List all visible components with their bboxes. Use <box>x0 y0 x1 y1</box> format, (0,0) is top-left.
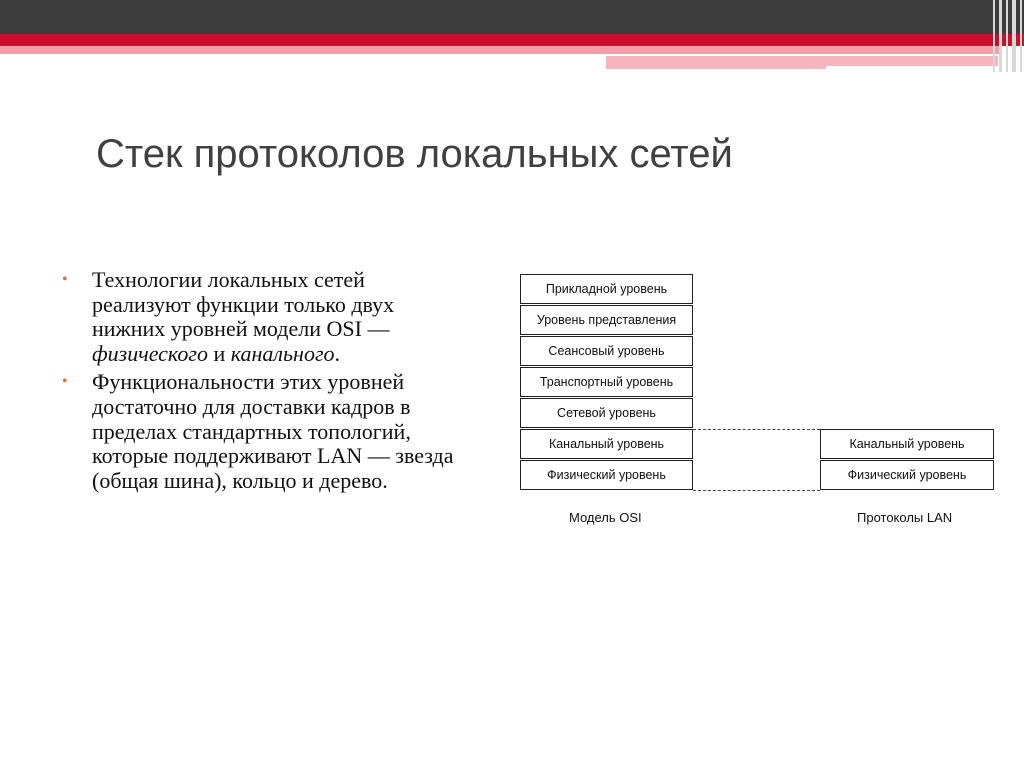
header-red-band <box>0 34 1024 46</box>
header-vertical-stripes <box>990 0 1024 72</box>
bullet-dot-icon: • <box>62 373 68 391</box>
bullet-text: Функциональности этих уровней достаточно для доставки кадров в пределах стандартных топологий, которые поддерживают LAN — звезда (общая шина), кольцо и дерево. <box>92 369 454 493</box>
lan-layer-box: Канальный уровень <box>820 429 994 459</box>
bullet-item <box>62 268 462 366</box>
bullet-text: и <box>207 340 231 366</box>
bullet-item <box>62 370 462 493</box>
header-dark-band <box>0 0 1024 34</box>
header-pink-band <box>0 46 1000 54</box>
slide-title: Стек протоколов локальных сетей <box>96 132 733 176</box>
dashed-connector <box>693 429 820 430</box>
bullet-text: . <box>334 340 341 366</box>
osi-layer-box: Транспортный уровень <box>520 367 693 397</box>
osi-layer-box: Канальный уровень <box>520 429 693 459</box>
osi-caption: Модель OSI <box>569 510 642 525</box>
osi-layer-box: Прикладной уровень <box>520 274 693 304</box>
osi-layer-box: Сетевой уровень <box>520 398 693 428</box>
bullet-emphasis: канального <box>230 340 335 366</box>
header-pink-band-short <box>606 56 998 66</box>
lan-layer-box: Физический уровень <box>820 460 994 490</box>
osi-layer-box: Уровень представления <box>520 305 693 335</box>
bullet-list <box>62 268 462 497</box>
bullet-text: Технологии локальных сетей реализуют функции только двух нижних уровней модели OSI — <box>92 267 395 342</box>
osi-layer-box: Физический уровень <box>520 460 693 490</box>
lan-caption: Протоколы LAN <box>857 510 953 525</box>
osi-layer-box: Сеансовый уровень <box>520 336 693 366</box>
dashed-connector <box>693 490 820 491</box>
header-pink-line <box>606 66 826 69</box>
bullet-emphasis: физического <box>92 340 208 366</box>
bullet-dot-icon: • <box>62 271 68 288</box>
